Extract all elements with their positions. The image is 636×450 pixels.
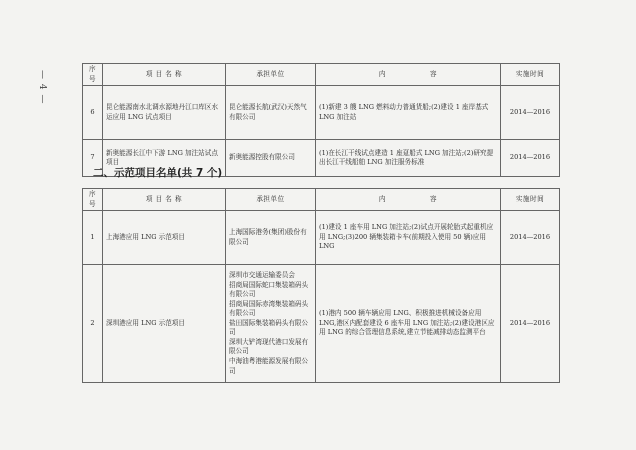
row-content: (1)新建 3 艘 LNG 燃料动力普通货船;(2)建设 1 座岸基式 LNG 加注站 — [316, 86, 501, 140]
demo-projects-table — [82, 188, 560, 383]
row-no: 6 — [83, 86, 103, 140]
row-project: 新奥能源长江中下游 LNG 加注站试点项目 — [103, 140, 226, 177]
col-header-project: 项 目 名 称 — [103, 64, 226, 86]
col-header-unit: 承担单位 — [226, 64, 316, 86]
table-row — [83, 211, 560, 265]
col-header-time: 实施时间 — [501, 189, 560, 211]
row-unit: 昆仑能源长航(武汉)天然气有限公司 — [226, 86, 316, 140]
page-number: — 4 — — [37, 70, 47, 105]
row-time: 2014—2016 — [501, 265, 560, 383]
row-time: 2014—2016 — [501, 86, 560, 140]
table-header-row — [83, 189, 560, 211]
col-header-content: 内 容 — [316, 189, 501, 211]
row-no: 7 — [83, 140, 103, 177]
col-header-no: 序号 — [83, 64, 103, 86]
row-time: 2014—2016 — [501, 140, 560, 177]
col-header-project: 项 目 名 称 — [103, 189, 226, 211]
row-content: (1)在长江干线试点建造 1 座趸船式 LNG 加注站;(2)研究提出长江干线船舶 LNG 加注服务标准 — [316, 140, 501, 177]
row-unit: 新奥能源控股有限公司 — [226, 140, 316, 177]
table-row — [83, 265, 560, 383]
row-project: 深圳港应用 LNG 示范项目 — [103, 265, 226, 383]
row-time: 2014—2016 — [501, 211, 560, 265]
col-header-unit: 承担单位 — [226, 189, 316, 211]
pilot-projects-table — [82, 63, 560, 177]
row-no: 2 — [83, 265, 103, 383]
row-unit: 上海国际港务(集团)股份有限公司 — [226, 211, 316, 265]
table-row — [83, 86, 560, 140]
row-content: (1)港内 500 辆车辆应用 LNG、积极推进机械设备应用 LNG,港区内配套建设 6 座车用 LNG 加注站;(2)建设港区应用 LNG 的综合管理信息系统,建立节能减排动态监测平台 — [316, 265, 501, 383]
col-header-time: 实施时间 — [501, 64, 560, 86]
row-content: (1)建设 1 座车用 LNG 加注站;(2)试点开展轮胎式起重机应用 LNG;(3)200 辆集装箱卡车(前期投入使用 50 辆)应用 LNG — [316, 211, 501, 265]
section-title: 二、示范项目名单(共 7 个) — [93, 167, 223, 179]
row-project: 昆仑能源南水北调水源地丹江口库区水运应用 LNG 试点项目 — [103, 86, 226, 140]
col-header-content: 内 容 — [316, 64, 501, 86]
row-no: 1 — [83, 211, 103, 265]
row-unit: 深圳市交通运输委员会 招商局国际蛇口集装箱码头有限公司 招商局国际赤湾集装箱码头有限公司 盐田国际集装箱码头有限公司 深圳大铲湾现代港口发展有限公司 中海油粤港能源发展有限公司 — [226, 265, 316, 383]
col-header-no: 序号 — [83, 189, 103, 211]
table-header-row — [83, 64, 560, 86]
row-project: 上海港应用 LNG 示范项目 — [103, 211, 226, 265]
